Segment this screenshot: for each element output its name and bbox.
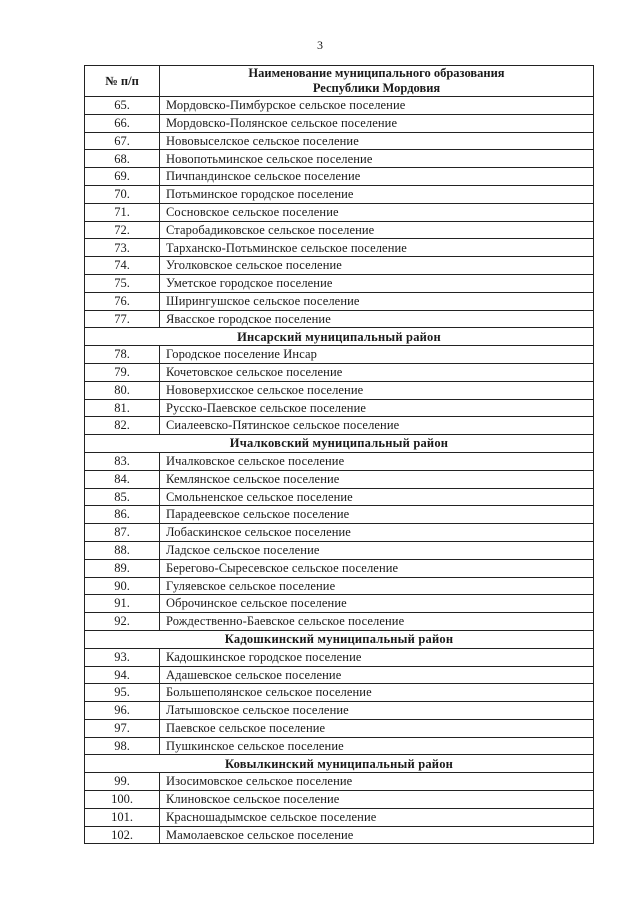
municipality-name: Кадошкинское городское поселение (160, 648, 594, 666)
municipality-name: Мордовско-Полянское сельское поселение (160, 114, 594, 132)
row-number: 100. (85, 791, 160, 809)
row-number: 86. (85, 506, 160, 524)
table-row (85, 417, 594, 435)
table-row (85, 506, 594, 524)
municipality-name: Изосимовское сельское поселение (160, 773, 594, 791)
table-row (85, 381, 594, 399)
row-number: 91. (85, 595, 160, 613)
table-body (85, 97, 594, 844)
municipality-name: Берегово-Сыресевское сельское поселение (160, 559, 594, 577)
municipality-name: Лобаскинское сельское поселение (160, 524, 594, 542)
row-number: 71. (85, 203, 160, 221)
table-row (85, 808, 594, 826)
row-number: 69. (85, 168, 160, 186)
table-row (85, 524, 594, 542)
table-row (85, 203, 594, 221)
municipality-name: Потьминское городское поселение (160, 185, 594, 203)
district-heading: Ичалковский муниципальный район (85, 435, 594, 453)
page-number: 3 (317, 38, 323, 52)
row-number: 93. (85, 648, 160, 666)
municipality-name: Пушкинское сельское поселение (160, 737, 594, 755)
row-number: 84. (85, 470, 160, 488)
row-number: 97. (85, 719, 160, 737)
row-number: 65. (85, 97, 160, 115)
row-number: 85. (85, 488, 160, 506)
row-number: 67. (85, 132, 160, 150)
municipality-name: Красношадымское сельское поселение (160, 808, 594, 826)
municipality-name: Явасское городское поселение (160, 310, 594, 328)
row-number: 82. (85, 417, 160, 435)
municipality-name: Ширингушское сельское поселение (160, 292, 594, 310)
table-row (85, 399, 594, 417)
municipality-name: Тарханско-Потьминское сельское поселение (160, 239, 594, 257)
row-number: 96. (85, 702, 160, 720)
table-row (85, 168, 594, 186)
row-number: 89. (85, 559, 160, 577)
table-row (85, 114, 594, 132)
municipality-name: Сиалеевско-Пятинское сельское поселение (160, 417, 594, 435)
row-number: 92. (85, 613, 160, 631)
row-number: 101. (85, 808, 160, 826)
header-number: № п/п (85, 66, 160, 97)
table-row (85, 577, 594, 595)
table-row (85, 221, 594, 239)
table-row (85, 595, 594, 613)
row-number: 75. (85, 274, 160, 292)
municipalities-table (84, 65, 594, 844)
table-row (85, 719, 594, 737)
row-number: 94. (85, 666, 160, 684)
table-row (85, 684, 594, 702)
row-number: 68. (85, 150, 160, 168)
row-number: 77. (85, 310, 160, 328)
municipality-name: Рождественно-Баевское сельское поселение (160, 613, 594, 631)
table-row (85, 310, 594, 328)
row-number: 83. (85, 452, 160, 470)
row-number: 76. (85, 292, 160, 310)
table-row (85, 648, 594, 666)
table-row (85, 292, 594, 310)
table-row (85, 346, 594, 364)
row-number: 95. (85, 684, 160, 702)
row-number: 81. (85, 399, 160, 417)
header-name-line2: Республики Мордовия (312, 81, 441, 95)
header-row (85, 66, 594, 97)
table-row (85, 97, 594, 115)
municipality-name: Гуляевское сельское поселение (160, 577, 594, 595)
municipality-name: Ладское сельское поселение (160, 541, 594, 559)
municipality-name: Уголковское сельское поселение (160, 257, 594, 275)
municipality-name: Уметское городское поселение (160, 274, 594, 292)
municipality-name: Ичалковское сельское поселение (160, 452, 594, 470)
municipality-name: Новопотьминское сельское поселение (160, 150, 594, 168)
municipality-name: Нововерхисское сельское поселение (160, 381, 594, 399)
table-row (85, 541, 594, 559)
municipality-name: Городское поселение Инсар (160, 346, 594, 364)
municipality-name: Пичпандинское сельское поселение (160, 168, 594, 186)
district-heading: Кадошкинский муниципальный район (85, 630, 594, 648)
row-number: 79. (85, 363, 160, 381)
table-row (85, 132, 594, 150)
table-row (85, 239, 594, 257)
municipality-name: Смольненское сельское поселение (160, 488, 594, 506)
row-number: 70. (85, 185, 160, 203)
table-row (85, 737, 594, 755)
table-row (85, 559, 594, 577)
header-name-line1: Наименование муниципального образования (248, 66, 505, 80)
municipality-name: Мамолаевское сельское поселение (160, 826, 594, 844)
row-number: 80. (85, 381, 160, 399)
district-heading: Ковылкинский муниципальный район (85, 755, 594, 773)
municipality-name: Адашевское сельское поселение (160, 666, 594, 684)
row-number: 87. (85, 524, 160, 542)
municipality-name: Кочетовское сельское поселение (160, 363, 594, 381)
table-row (85, 613, 594, 631)
row-number: 98. (85, 737, 160, 755)
municipality-name: Старобадиковское сельское поселение (160, 221, 594, 239)
municipality-name: Оброчинское сельское поселение (160, 595, 594, 613)
municipality-name: Мордовско-Пимбурское сельское поселение (160, 97, 594, 115)
municipality-name: Нововыселское сельское поселение (160, 132, 594, 150)
municipality-name: Сосновское сельское поселение (160, 203, 594, 221)
municipality-name: Русско-Паевское сельское поселение (160, 399, 594, 417)
district-row (85, 435, 594, 453)
table-header (85, 66, 594, 97)
district-row (85, 755, 594, 773)
row-number: 88. (85, 541, 160, 559)
table-row (85, 452, 594, 470)
municipality-name: Паевское сельское поселение (160, 719, 594, 737)
district-row (85, 630, 594, 648)
table-row (85, 257, 594, 275)
municipality-name: Большеполянское сельское поселение (160, 684, 594, 702)
district-heading: Инсарский муниципальный район (85, 328, 594, 346)
table-row (85, 666, 594, 684)
table-row (85, 826, 594, 844)
header-name (160, 66, 594, 97)
row-number: 90. (85, 577, 160, 595)
row-number: 73. (85, 239, 160, 257)
row-number: 74. (85, 257, 160, 275)
row-number: 78. (85, 346, 160, 364)
table-row (85, 773, 594, 791)
municipality-name: Парадеевское сельское поселение (160, 506, 594, 524)
row-number: 102. (85, 826, 160, 844)
table-row (85, 363, 594, 381)
row-number: 99. (85, 773, 160, 791)
table-row (85, 791, 594, 809)
municipality-name: Кемлянское сельское поселение (160, 470, 594, 488)
municipality-name: Клиновское сельское поселение (160, 791, 594, 809)
row-number: 72. (85, 221, 160, 239)
table-row (85, 274, 594, 292)
table-row (85, 488, 594, 506)
municipality-name: Латышовское сельское поселение (160, 702, 594, 720)
table-row (85, 150, 594, 168)
table-row (85, 185, 594, 203)
table-row (85, 702, 594, 720)
row-number: 66. (85, 114, 160, 132)
table-row (85, 470, 594, 488)
district-row (85, 328, 594, 346)
